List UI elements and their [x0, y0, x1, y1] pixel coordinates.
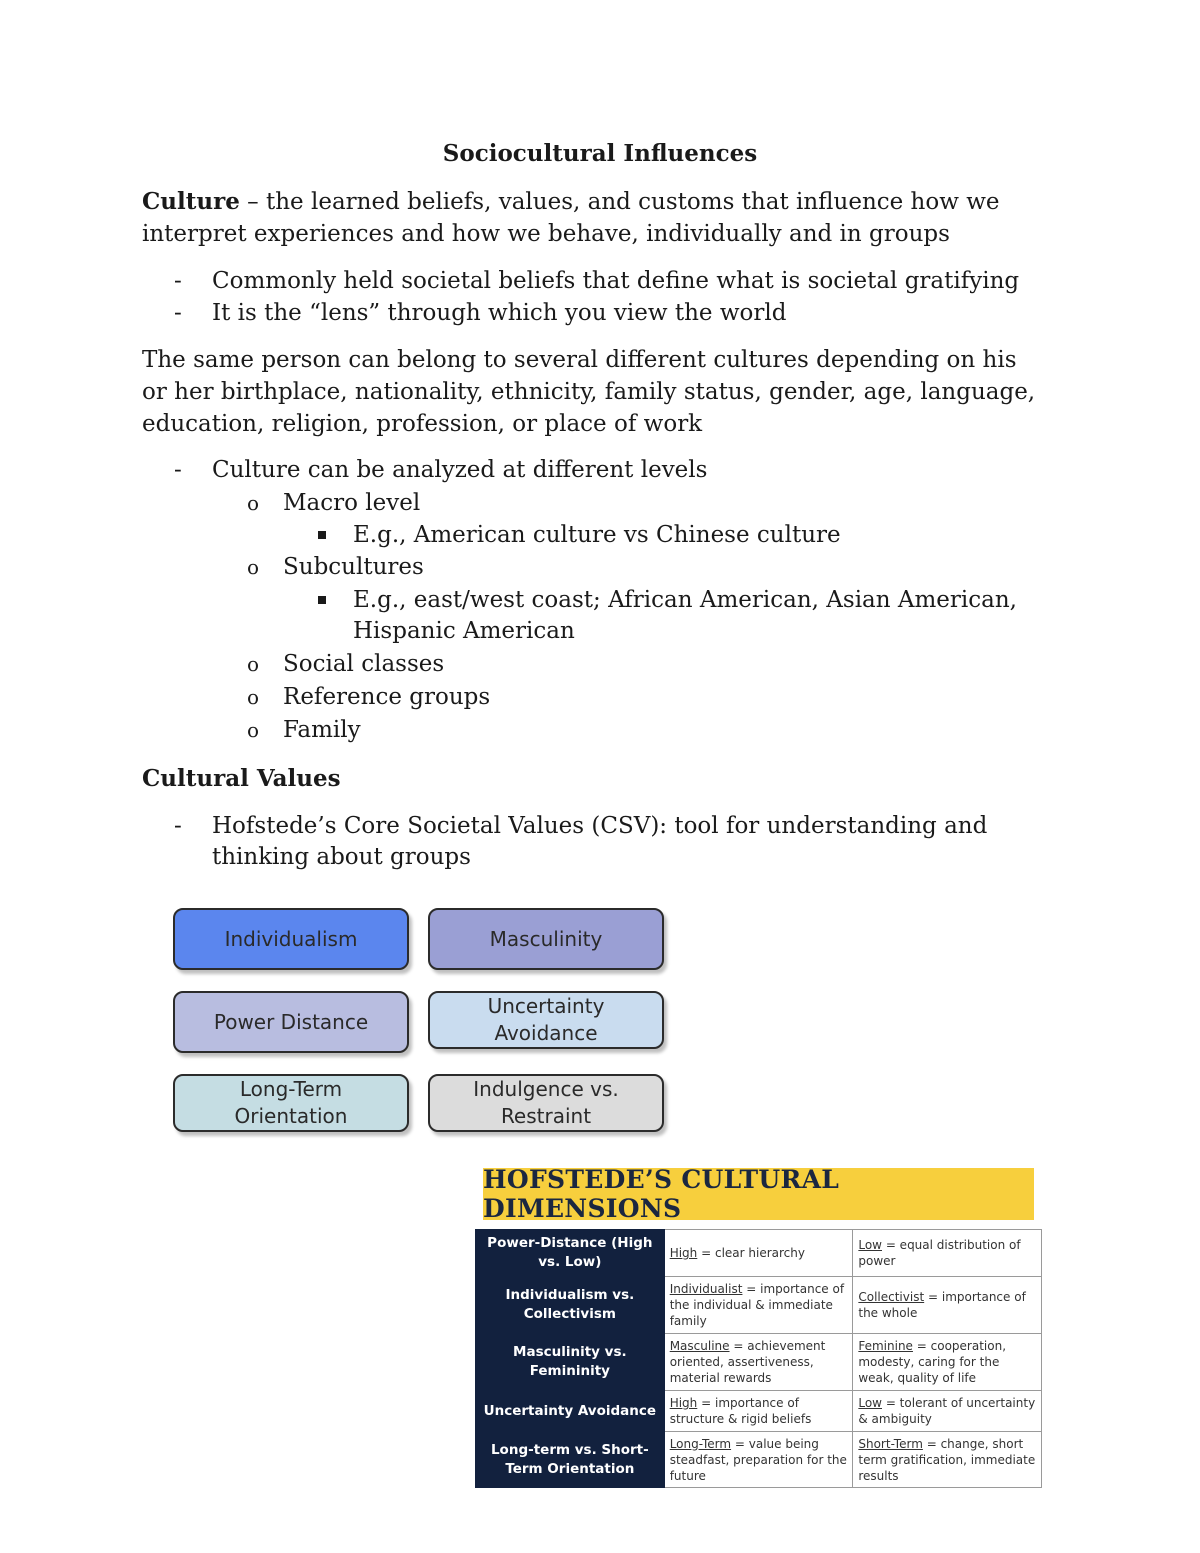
value-box-masculinity: Masculinity [428, 908, 664, 970]
low-key: Feminine [858, 1339, 913, 1353]
level-social-classes: Social classes [283, 651, 445, 677]
level-reference-groups: Reference groups [283, 684, 491, 710]
high-cell [664, 1391, 853, 1432]
same-person-line-3: education, religion, profession, or place of work [142, 411, 703, 437]
culture-term: Culture [142, 188, 240, 215]
value-box-individualism: Individualism [173, 908, 409, 970]
low-text: = tolerant of uncertainty & ambiguity [858, 1396, 1036, 1426]
dash-bullet: - [174, 457, 182, 483]
same-person-line-2: or her birthplace, nationality, ethnicity, family status, gender, age, language, [142, 379, 1036, 405]
level-macro: Macro level [283, 490, 421, 516]
culture-definition [142, 186, 1082, 218]
low-key: Collectivist [858, 1290, 925, 1304]
level-subcultures-example-2: Hispanic American [353, 618, 575, 644]
circle-bullet: o [247, 685, 260, 709]
level-subcultures: Subcultures [283, 554, 424, 580]
csv-line-2: thinking about groups [212, 844, 471, 870]
table-row [476, 1432, 1042, 1488]
level-macro-example: E.g., American culture vs Chinese culture [353, 522, 841, 548]
level-subcultures-example-1: E.g., east/west coast; African American, Asian American, [353, 587, 1017, 613]
high-text: = importance of structure & rigid beliefs [669, 1396, 812, 1426]
low-text: = cooperation, modesty, caring for the weak, quality of life [858, 1339, 1007, 1385]
csv-line-1: Hofstede’s Core Societal Values (CSV): tool for understanding and [212, 813, 988, 839]
hofstede-table [475, 1229, 1042, 1488]
low-cell [853, 1230, 1042, 1277]
high-key: Long-Term [669, 1436, 732, 1451]
square-bullet-icon [318, 531, 326, 539]
low-key: Short-Term [858, 1436, 923, 1451]
level-family: Family [283, 717, 361, 743]
table-row [476, 1334, 1042, 1391]
high-cell [664, 1432, 853, 1488]
circle-bullet: o [247, 718, 260, 742]
high-cell [664, 1277, 853, 1334]
culture-definition-rest: – the learned beliefs, values, and customs that influence how we [239, 189, 1000, 215]
high-text: = value being steadfast, preparation for the future [669, 1436, 847, 1483]
low-cell [853, 1334, 1042, 1391]
high-key: Masculine [669, 1339, 730, 1353]
levels-intro: Culture can be analyzed at different levels [212, 457, 708, 483]
low-text: = importance of the whole [858, 1290, 1026, 1320]
value-box-indulgence-restraint: Indulgence vs. Restraint [428, 1074, 664, 1132]
table-row [476, 1277, 1042, 1334]
square-bullet-icon [318, 596, 326, 604]
value-box-uncertainty-avoidance: Uncertainty Avoidance [428, 991, 664, 1049]
dimension-cell: Power-Distance (High vs. Low) [476, 1230, 665, 1277]
high-cell [664, 1334, 853, 1391]
cultural-values-heading: Cultural Values [142, 765, 341, 792]
culture-bullet-2: It is the “lens” through which you view the world [212, 300, 787, 326]
dash-bullet: - [174, 268, 182, 294]
page-title: Sociocultural Influences [442, 140, 758, 167]
dash-bullet: - [174, 813, 182, 839]
high-text: = achievement oriented, assertiveness, material rewards [669, 1339, 826, 1385]
circle-bullet: o [247, 491, 260, 515]
low-cell [853, 1391, 1042, 1432]
high-key: High [669, 1396, 698, 1410]
low-key: Low [858, 1396, 882, 1410]
low-key: Low [858, 1238, 882, 1252]
table-row [476, 1391, 1042, 1432]
culture-definition-line2: interpret experiences and how we behave, individually and in groups [142, 221, 950, 247]
high-cell [664, 1230, 853, 1277]
dimension-cell: Uncertainty Avoidance [476, 1391, 665, 1432]
circle-bullet: o [247, 555, 260, 579]
dash-bullet: - [174, 300, 182, 326]
high-key: High [669, 1246, 698, 1260]
value-box-power-distance: Power Distance [173, 991, 409, 1053]
low-text: = equal distribution of power [858, 1238, 1021, 1268]
low-text: = change, short term gratification, immediate results [858, 1436, 1036, 1483]
dimension-cell: Long-term vs. Short-Term Orientation [476, 1432, 665, 1488]
same-person-line-1: The same person can belong to several different cultures depending on his [142, 347, 1017, 373]
value-box-long-term-orientation: Long-Term Orientation [173, 1074, 409, 1132]
hofstede-banner: HOFSTEDE’S CULTURAL DIMENSIONS [483, 1168, 1034, 1220]
dimension-cell: Masculinity vs. Femininity [476, 1334, 665, 1391]
low-cell [853, 1277, 1042, 1334]
culture-bullet-1: Commonly held societal beliefs that define what is societal gratifying [212, 268, 1020, 294]
table-row [476, 1230, 1042, 1277]
high-text: = clear hierarchy [697, 1246, 805, 1260]
low-cell [853, 1432, 1042, 1488]
high-key: Individualist [669, 1282, 743, 1296]
dimension-cell: Individualism vs. Collectivism [476, 1277, 665, 1334]
circle-bullet: o [247, 652, 260, 676]
high-text: = importance of the individual & immediate family [669, 1282, 845, 1328]
